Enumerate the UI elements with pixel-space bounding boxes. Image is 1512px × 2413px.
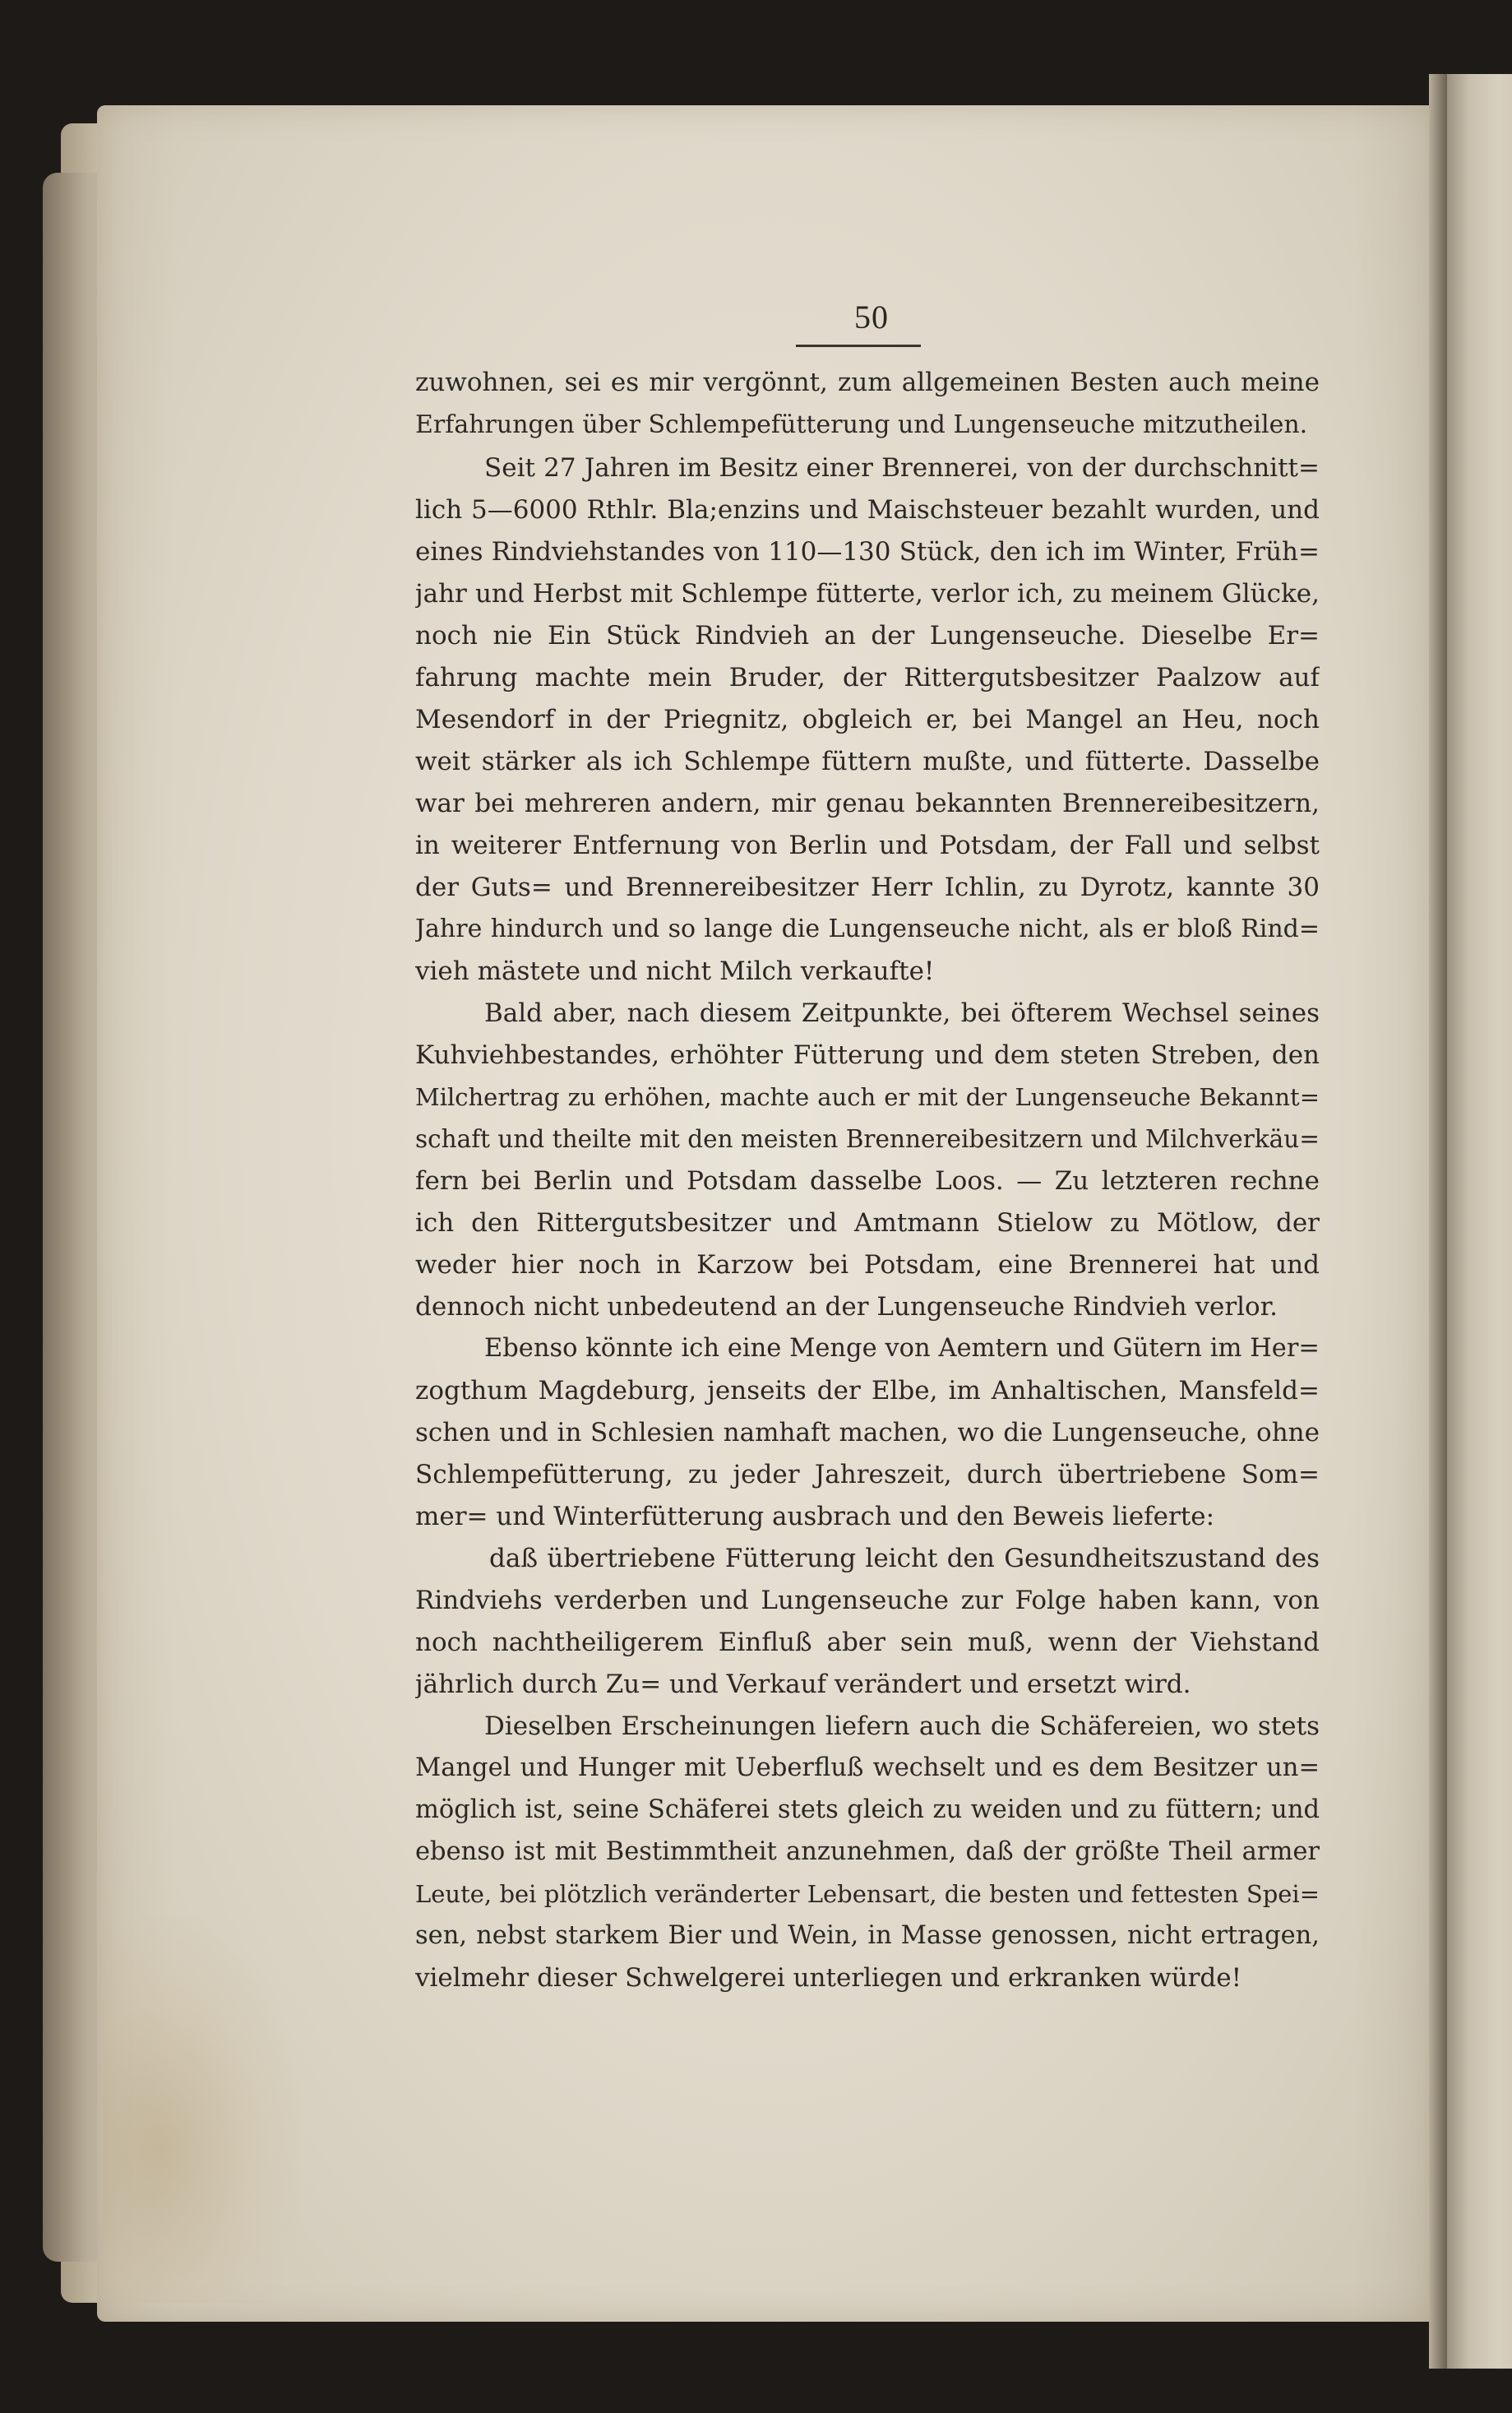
text-line: Dieselben Erscheinungen liefern auch die Schäfereien, wo stets (484, 1711, 1320, 1741)
text-line: fern bei Berlin und Potsdam dasselbe Loos. — Zu letzteren rechne (415, 1166, 1320, 1196)
text-line: Leute, bei plötzlich veränderter Lebensart, die besten und fettesten Spei= (415, 1880, 1320, 1908)
quote-line: jährlich durch Zu= und Verkauf verändert und ersetzt wird. (415, 1670, 1191, 1699)
text-line: zuwohnen, sei es mir vergönnt, zum allgemeinen Besten auch meine (415, 368, 1320, 397)
text-line: weit stärker als ich Schlempe füttern mußte, und fütterte. Dasselbe (415, 747, 1320, 776)
text-line: ich den Rittergutsbesitzer und Amtmann Stielow zu Mötlow, der (415, 1208, 1320, 1238)
text-line: Kuhviehbestandes, erhöhter Fütterung und dem steten Streben, den (415, 1040, 1320, 1070)
quote-line: noch nachtheiligerem Einfluß aber sein muß, wenn der Viehstand (415, 1628, 1320, 1657)
text-line: weder hier noch in Karzow bei Potsdam, eine Brennerei hat und (415, 1250, 1320, 1280)
text-line: war bei mehreren andern, mir genau bekannten Brennereibesitzern, (415, 789, 1320, 818)
text-line: zogthum Magdeburg, jenseits der Elbe, im Anhaltischen, Mansfeld= (415, 1376, 1320, 1406)
text-line: Schlempefütterung, zu jeder Jahreszeit, durch übertriebene Som= (415, 1460, 1320, 1489)
text-line: mer= und Winterfütterung ausbrach und den Beweis lieferte: (415, 1502, 1215, 1531)
text-line: jahr und Herbst mit Schlempe fütterte, verlor ich, zu meinem Glücke, (415, 579, 1320, 609)
text-line: der Guts= und Brennereibesitzer Herr Ichlin, zu Dyrotz, kannte 30 (415, 873, 1320, 902)
text-line: Erfahrungen über Schlempefütterung und Lungenseuche mitzutheilen. (415, 410, 1308, 439)
page-number: 50 (854, 299, 889, 336)
text-line: noch nie Ein Stück Rindvieh an der Lungenseuche. Dieselbe Er= (415, 621, 1320, 651)
quote-line: Rindviehs verderben und Lungenseuche zur Folge haben kann, von (415, 1586, 1320, 1615)
text-line: fahrung machte mein Bruder, der Rittergutsbesitzer Paalzow auf (415, 663, 1320, 692)
text-line: eines Rindviehstandes von 110—130 Stück, den ich im Winter, Früh= (415, 537, 1320, 567)
text-line: vieh mästete und nicht Milch verkaufte! (415, 956, 935, 986)
text-line: Mangel und Hunger mit Ueberfluß wechselt und es dem Besitzer un= (415, 1753, 1320, 1782)
text-line: schen und in Schlesien namhaft machen, wo die Lungenseuche, ohne (415, 1418, 1320, 1447)
text-line: möglich ist, seine Schäferei stets gleich zu weiden und zu füttern; und (415, 1795, 1320, 1824)
text-line: Milchertrag zu erhöhen, machte auch er mit der Lungenseuche Bekannt= (415, 1083, 1320, 1111)
text-line: Seit 27 Jahren im Besitz einer Brennerei, von der durchschnitt= (484, 453, 1320, 483)
text-line: Jahre hindurch und so lange die Lungenseuche nicht, als er bloß Rind= (415, 915, 1320, 943)
text-line: Ebenso könnte ich eine Menge von Aemtern und Gütern im Her= (484, 1334, 1320, 1363)
book-gutter (1429, 74, 1447, 2369)
text-line: dennoch nicht unbedeutend an der Lungenseuche Rindvieh verlor. (415, 1292, 1278, 1322)
quote-line: daß übertriebene Fütterung leicht den Gesundheitszustand des (489, 1544, 1320, 1573)
facing-page-edge (1440, 74, 1512, 2369)
text-line: ebenso ist mit Bestimmtheit anzunehmen, daß der größte Theil armer (415, 1837, 1320, 1866)
text-line: Mesendorf in der Priegnitz, obgleich er, bei Mangel an Heu, noch (415, 705, 1320, 734)
text-line: schaft und theilte mit den meisten Brennereibesitzern und Milchverkäu= (415, 1125, 1320, 1153)
text-line: in weiterer Entfernung von Berlin und Potsdam, der Fall und selbst (415, 831, 1320, 860)
text-line: lich 5—6000 Rthlr. Bla;enzins und Maischsteuer bezahlt wurden, und (415, 495, 1320, 525)
page-stain (103, 1916, 300, 2303)
text-line: Bald aber, nach diesem Zeitpunkte, bei öfterem Wechsel seines (484, 998, 1320, 1028)
text-line: vielmehr dieser Schwelgerei unterliegen und erkranken würde! (415, 1963, 1242, 1993)
text-line: sen, nebst starkem Bier und Wein, in Masse genossen, nicht ertragen, (415, 1921, 1320, 1950)
page-number-rule (796, 345, 921, 347)
